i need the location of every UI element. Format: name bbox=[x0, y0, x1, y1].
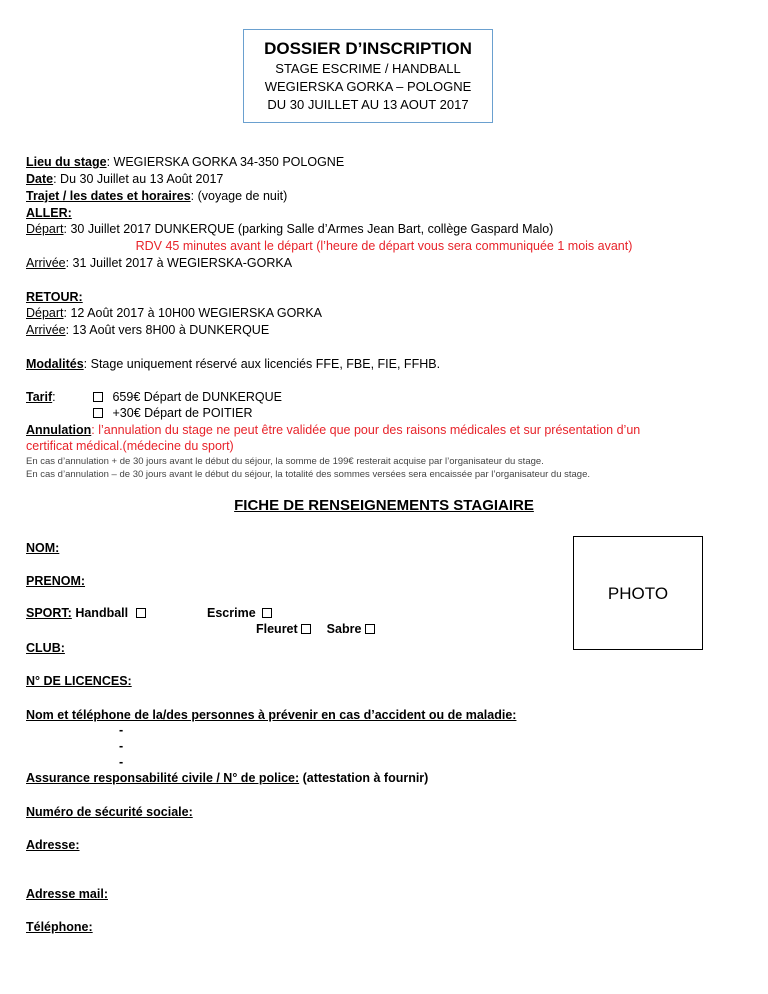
lieu-line bbox=[26, 155, 344, 169]
annulation-text-1: : l’annulation du stage ne peut être validée que pour des raisons médicales et sur présentation d’un bbox=[91, 423, 641, 437]
tarif-label: Tarif bbox=[26, 390, 53, 404]
contact-dash-3[interactable]: - bbox=[119, 755, 124, 769]
tarif-poitier-label: +30€ Départ de POITIER bbox=[112, 406, 253, 420]
assurance-label: Assurance responsabilité civile / N° de police: bbox=[26, 771, 300, 785]
escrime-label: Escrime bbox=[207, 606, 256, 620]
telephone-field[interactable]: Téléphone: bbox=[26, 920, 93, 934]
assurance-line bbox=[26, 771, 428, 785]
aller-arrivee-line bbox=[26, 256, 292, 270]
retour-arrivee-value: : 13 Août vers 8H00 à DUNKERQUE bbox=[65, 323, 270, 337]
modalites-value: : Stage uniquement réservé aux licenciés FFE, FBE, FIE, FFHB. bbox=[83, 357, 441, 371]
checkbox-escrime[interactable] bbox=[262, 608, 272, 618]
retour-heading: RETOUR: bbox=[26, 290, 83, 304]
trajet-value: : (voyage de nuit) bbox=[190, 189, 288, 203]
aller-depart-label: Départ bbox=[26, 222, 64, 236]
lieu-value: : WEGIERSKA GORKA 34-350 POLOGNE bbox=[106, 155, 345, 169]
sabre-label: Sabre bbox=[326, 622, 362, 636]
modalites-label: Modalités bbox=[26, 357, 84, 371]
club-field[interactable]: CLUB: bbox=[26, 641, 65, 655]
sport-label: SPORT: bbox=[26, 606, 72, 620]
fleuret-label: Fleuret bbox=[256, 622, 298, 636]
document-title: DOSSIER D’INSCRIPTION bbox=[264, 39, 472, 58]
prenom-field[interactable]: PRENOM: bbox=[26, 574, 86, 588]
aller-depart-line bbox=[26, 222, 553, 236]
annulation-text-2: certificat médical.(médecine du sport) bbox=[26, 439, 234, 453]
tarif-dunkerque-label: 659€ Départ de DUNKERQUE bbox=[112, 390, 283, 404]
modalites-line bbox=[26, 357, 440, 371]
subtitle-line-3: DU 30 JUILLET AU 13 AOUT 2017 bbox=[267, 97, 469, 112]
mail-field[interactable]: Adresse mail: bbox=[26, 887, 108, 901]
lieu-label: Lieu du stage bbox=[26, 155, 107, 169]
photo-label: PHOTO bbox=[607, 584, 669, 603]
nom-field[interactable]: NOM: bbox=[26, 541, 60, 555]
secu-field[interactable]: Numéro de sécurité sociale: bbox=[26, 805, 193, 819]
annulation-line-1 bbox=[26, 423, 640, 437]
checkbox-poitier[interactable] bbox=[93, 408, 103, 418]
aller-arrivee-label: Arrivée bbox=[26, 256, 66, 270]
escrime-option bbox=[207, 606, 272, 620]
trajet-label: Trajet / les dates et horaires bbox=[26, 189, 191, 203]
arme-options bbox=[256, 622, 375, 636]
aller-depart-value: : 30 Juillet 2017 DUNKERQUE (parking Salle d’Armes Jean Bart, collège Gaspard Malo) bbox=[63, 222, 554, 236]
retour-arrivee-label: Arrivée bbox=[26, 323, 66, 337]
date-line bbox=[26, 172, 223, 186]
aller-arrivee-value: : 31 Juillet 2017 à WEGIERSKA-GORKA bbox=[65, 256, 293, 270]
sport-line bbox=[26, 606, 146, 620]
tarif-option-dunkerque[interactable] bbox=[93, 390, 282, 404]
subtitle-line-1: STAGE ESCRIME / HANDBALL bbox=[275, 61, 461, 76]
retour-arrivee-line bbox=[26, 323, 269, 337]
tarif-label-line bbox=[26, 390, 56, 404]
checkbox-sabre[interactable] bbox=[365, 624, 375, 634]
licences-field[interactable]: N° DE LICENCES: bbox=[26, 674, 132, 688]
contact-dash-1[interactable]: - bbox=[119, 723, 124, 737]
subtitle-line-2: WEGIERSKA GORKA – POLOGNE bbox=[264, 79, 472, 94]
retour-depart-label: Départ bbox=[26, 306, 64, 320]
annulation-minus-note: En cas d’annulation – de 30 jours avant le début du séjour, la totalité des sommes versées sera encaissée par l’organisateur du stage. bbox=[26, 469, 591, 480]
contact-heading: Nom et téléphone de la/des personnes à prévenir en cas d’accident ou de maladie: bbox=[26, 708, 517, 722]
annulation-label: Annulation bbox=[26, 423, 92, 437]
date-value: : Du 30 Juillet au 13 Août 2017 bbox=[53, 172, 224, 186]
adresse-field[interactable]: Adresse: bbox=[26, 838, 80, 852]
date-label: Date bbox=[26, 172, 54, 186]
tarif-colon: : bbox=[52, 390, 56, 404]
tarif-option-poitier[interactable] bbox=[93, 406, 253, 420]
rdv-note: RDV 45 minutes avant le départ (l’heure de départ vous sera communiquée 1 mois avant) bbox=[135, 239, 633, 253]
retour-depart-value: : 12 Août 2017 à 10H00 WEGIERSKA GORKA bbox=[63, 306, 323, 320]
title-box bbox=[243, 29, 493, 123]
photo-box[interactable] bbox=[573, 536, 703, 650]
fiche-title: FICHE DE RENSEIGNEMENTS STAGIAIRE bbox=[234, 497, 534, 514]
handball-label: Handball bbox=[75, 606, 129, 620]
checkbox-dunkerque[interactable] bbox=[93, 392, 103, 402]
checkbox-fleuret[interactable] bbox=[301, 624, 311, 634]
checkbox-handball[interactable] bbox=[136, 608, 146, 618]
annulation-plus-note: En cas d’annulation + de 30 jours avant le début du séjour, la somme de 199€ resterait acquise par l’organisateur du stage. bbox=[26, 456, 544, 467]
contact-dash-2[interactable]: - bbox=[119, 739, 124, 753]
retour-depart-line bbox=[26, 306, 322, 320]
assurance-note: (attestation à fournir) bbox=[302, 771, 429, 785]
aller-heading: ALLER: bbox=[26, 206, 72, 220]
trajet-line bbox=[26, 189, 287, 203]
